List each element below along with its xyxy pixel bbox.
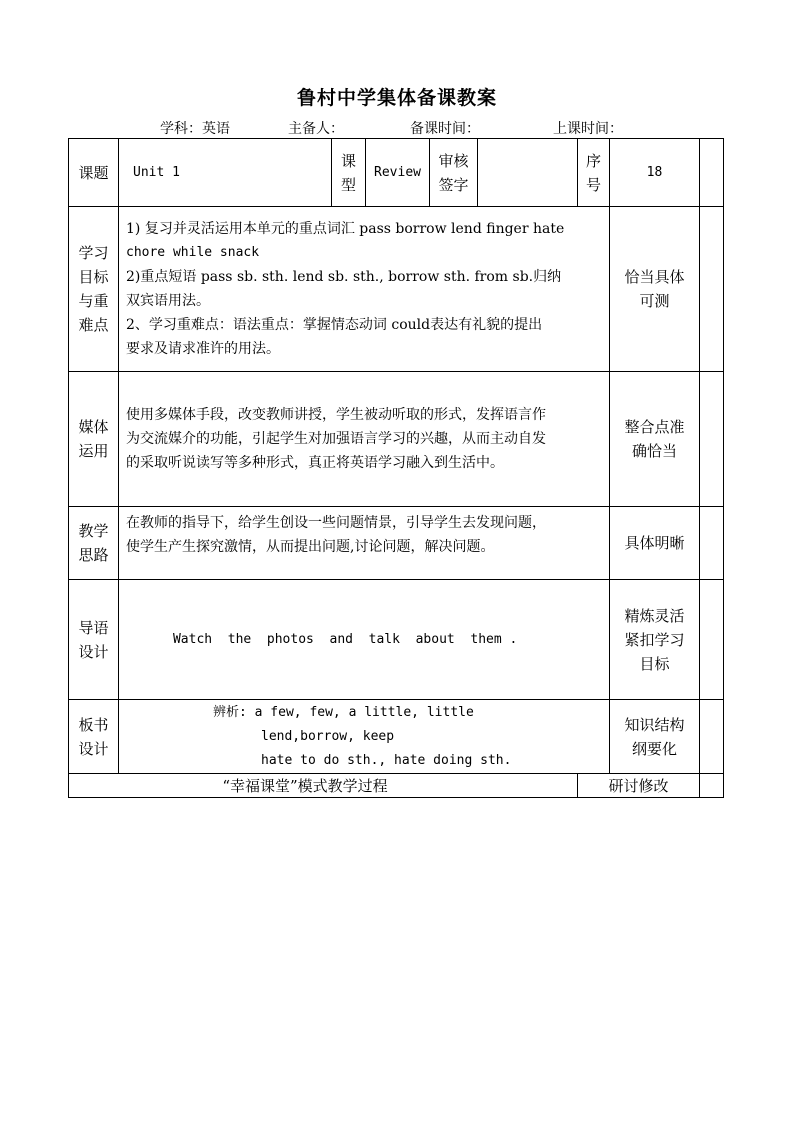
board-note-cell [610, 700, 700, 774]
thinking-label-cell [69, 507, 119, 580]
board-line: lend,borrow, keep [261, 729, 395, 744]
thinking-note-cell [610, 507, 700, 580]
class-time-label: 上课时间： [553, 121, 623, 137]
seq-value: 18 [646, 165, 663, 180]
goals-line: 2、学习重难点：语法重点：掌握情态动词 could表达有礼貌的提出 [126, 317, 543, 333]
blank-cell [700, 372, 724, 507]
intro-content-cell [119, 580, 610, 700]
goals-label-line: 目标 [78, 268, 109, 286]
media-note-line: 整合点准 [624, 418, 685, 436]
type-label-cell [332, 139, 366, 207]
seq-label-cell [578, 139, 610, 207]
type-value: Review [374, 165, 421, 180]
blank-cell [700, 580, 724, 700]
board-label-cell [69, 700, 119, 774]
topic-value-cell [119, 139, 332, 207]
board-row [69, 700, 724, 774]
thinking-row [69, 507, 724, 580]
goals-note-cell [610, 207, 700, 372]
seq-value-cell [610, 139, 700, 207]
blank-cell [700, 139, 724, 207]
blank-cell [700, 207, 724, 372]
thinking-line: 在教师的指导下，给学生创设一些问题情景，引导学生去发现问题， [126, 515, 546, 531]
goals-content-cell [119, 207, 610, 372]
goals-label-line: 学习 [78, 244, 109, 262]
media-line: 的采取听说读写等多种形式，真正将英语学习融入到生活中。 [126, 455, 504, 471]
media-label-line: 运用 [78, 442, 109, 460]
goals-note-line: 可测 [639, 292, 670, 310]
seq-label-line-2: 号 [585, 175, 601, 194]
thinking-content-cell [119, 507, 610, 580]
media-note-cell [610, 372, 700, 507]
board-label-line: 设计 [78, 739, 109, 758]
media-line: 使用多媒体手段，改变教师讲授，学生被动听取的形式，发挥语言作 [126, 407, 546, 423]
media-label-line: 媒体 [78, 418, 109, 436]
revise-label-cell [578, 774, 700, 798]
intro-row [69, 580, 724, 700]
intro-note-line: 紧扣学习 [624, 630, 685, 649]
prep-time-label: 备课时间： [410, 121, 480, 137]
media-note-line: 确恰当 [631, 442, 677, 460]
board-label-line: 板书 [78, 715, 109, 734]
topic-label-cell [69, 139, 119, 207]
process-label: “幸福课堂”模式教学过程 [222, 777, 388, 795]
type-label-line-1: 课 [340, 151, 356, 170]
revise-label: 研讨修改 [608, 777, 669, 795]
subject-label: 学科：英语 [160, 121, 230, 137]
media-label-cell [69, 372, 119, 507]
intro-label-line: 设计 [78, 642, 109, 661]
info-row [69, 139, 724, 207]
media-line: 为交流媒介的功能，引起学生对加强语言学习的兴趣，从而主动自发 [126, 431, 546, 447]
intro-label-line: 导语 [78, 618, 109, 637]
board-note-line: 知识结构 [624, 715, 685, 734]
thinking-label-line: 思路 [78, 546, 109, 564]
lesson-plan-table [68, 138, 724, 798]
topic-value: Unit 1 [133, 165, 180, 180]
type-label-line-2: 型 [340, 175, 356, 194]
preparer-label: 主备人： [288, 121, 344, 137]
type-value-cell [366, 139, 430, 207]
media-row [69, 372, 724, 507]
board-line: hate to do sth., hate doing sth. [261, 753, 512, 768]
review-label-line-1: 审核 [438, 151, 469, 170]
goals-note-line: 恰当具体 [624, 268, 685, 286]
blank-cell [700, 700, 724, 774]
thinking-line: 使学生产生探究激情，从而提出问题,讨论问题，解决问题。 [126, 539, 495, 555]
media-content-cell [119, 372, 610, 507]
blank-cell [700, 507, 724, 580]
review-label-line-2: 签字 [438, 175, 469, 194]
board-content-cell [119, 700, 610, 774]
board-note-line: 纲要化 [631, 739, 677, 758]
goals-row [69, 207, 724, 372]
thinking-note-line: 具体明晰 [624, 534, 685, 552]
board-line: 辨析: a few, few, a little, little [213, 705, 474, 720]
goals-line: 2)重点短语 pass sb. sth. lend sb. sth., borrow sth. from sb.归纳 [126, 269, 562, 285]
intro-note-line: 精炼灵活 [624, 606, 685, 625]
review-label-cell [430, 139, 478, 207]
blank-cell [700, 774, 724, 798]
intro-note-line: 目标 [639, 654, 670, 673]
seq-label-line-1: 序 [585, 151, 601, 170]
intro-label-cell [69, 580, 119, 700]
goals-line: 双宾语用法。 [126, 293, 210, 309]
goals-label-line: 难点 [78, 316, 109, 334]
process-label-cell [69, 774, 578, 798]
review-signature-cell [478, 139, 578, 207]
goals-line: 要求及请求准许的用法。 [126, 341, 280, 357]
goals-line: 1) 复习并灵活运用本单元的重点词汇 pass borrow lend finger hate [126, 221, 565, 237]
topic-label: 课题 [78, 163, 109, 182]
goals-line: chore while snack [126, 245, 260, 260]
page-title: 鲁村中学集体备课教案 [296, 87, 497, 109]
goals-label-line: 与重 [78, 292, 109, 310]
intro-text: Watch the photos and talk about them . [172, 631, 518, 647]
intro-note-cell [610, 580, 700, 700]
thinking-label-line: 教学 [78, 522, 109, 540]
goals-label-cell [69, 207, 119, 372]
process-footer-row [69, 774, 724, 798]
